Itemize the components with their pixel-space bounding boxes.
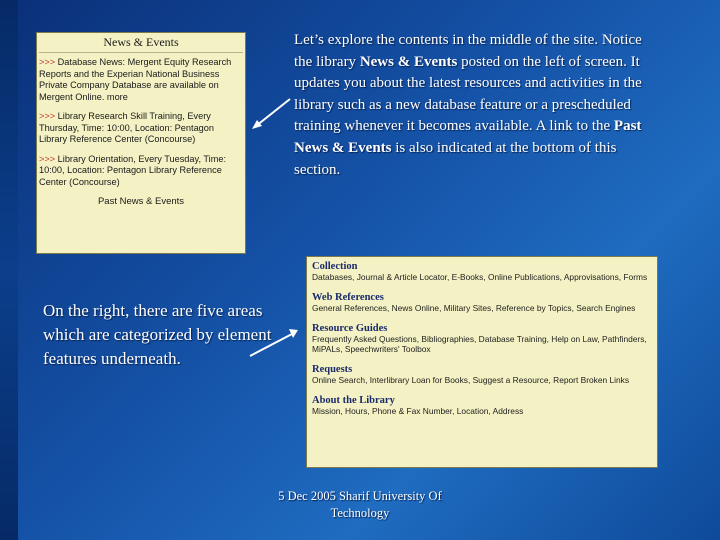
top-text-part: is also indicated at the bottom of this section.: [294, 139, 617, 178]
top-text-bold: News & Events: [359, 53, 458, 70]
top-text-bold: Past News & Events: [294, 118, 642, 156]
news-bullet-icon: >>>: [39, 111, 56, 121]
category-title[interactable]: About the Library: [312, 395, 395, 406]
category-title[interactable]: Resource Guides: [312, 323, 388, 334]
category-title[interactable]: Collection: [312, 261, 358, 272]
news-item[interactable]: [39, 57, 243, 103]
category-description[interactable]: Mission, Hours, Phone & Fax Number, Location, Address: [312, 406, 524, 416]
category-description[interactable]: General References, News Online, Military Sites, Reference by Topics, Search Engines: [312, 303, 636, 313]
category-description[interactable]: Frequently Asked Questions, Bibliographies, Database Training, Help on Law, Pathfinders, MiPALs, Speechwriters' Toolbox: [312, 334, 647, 354]
categories-panel: [306, 256, 658, 468]
news-events-panel: [36, 32, 246, 254]
news-item[interactable]: [39, 111, 243, 146]
category-description[interactable]: Online Search, Interlibrary Loan for Books, Suggest a Resource, Report Broken Links: [312, 375, 630, 385]
explanation-text-middle: On the right, there are five areas which are categorized by element features underneath.: [43, 301, 272, 368]
category-requests: [312, 364, 652, 385]
past-news-link[interactable]: Past News & Events: [97, 196, 185, 207]
news-item[interactable]: [39, 154, 243, 189]
news-item-text: Library Orientation, Every Tuesday, Time: 10:00, Location: Pentagon Library Reference Center (Concourse): [39, 153, 227, 187]
news-item-text: Database News: Mergent Equity Research Reports and the Experian National Business Private Company Database are available on Mergent Online. more: [39, 57, 232, 102]
slide-footer: 5 Dec 2005 Sharif University Of Technology: [278, 489, 442, 520]
news-bullet-icon: >>>: [39, 153, 56, 164]
arrow-to-news-icon: [248, 96, 294, 132]
category-about-library: [312, 395, 652, 416]
category-web-references: [312, 292, 652, 313]
slide-left-bar: [0, 0, 18, 540]
news-bullet-icon: >>>: [39, 57, 56, 67]
arrow-to-categories-icon: [246, 326, 302, 360]
news-panel-title: News & Events: [39, 35, 243, 53]
category-resource-guides: [312, 323, 652, 354]
category-description[interactable]: Databases, Journal & Article Locator, E-Books, Online Publications, Approvisations, Forms: [312, 272, 648, 282]
news-item-text: Library Research Skill Training, Every Thursday, Time: 10:00, Location: Pentagon Library Reference Center (Concourse): [39, 111, 215, 144]
top-text-part: posted on the left of screen. It updates you about the latest resources and activities in the library such as a new database feature or a prescheduled training whenever it becomes available. A link to the: [294, 53, 642, 135]
explanation-text-top: [294, 30, 654, 181]
category-title[interactable]: Requests: [312, 364, 353, 375]
top-text-part: Let’s explore the contents in the middle of the site. Notice the library: [294, 32, 642, 70]
category-collection: [312, 261, 652, 282]
category-title[interactable]: Web References: [312, 292, 384, 303]
